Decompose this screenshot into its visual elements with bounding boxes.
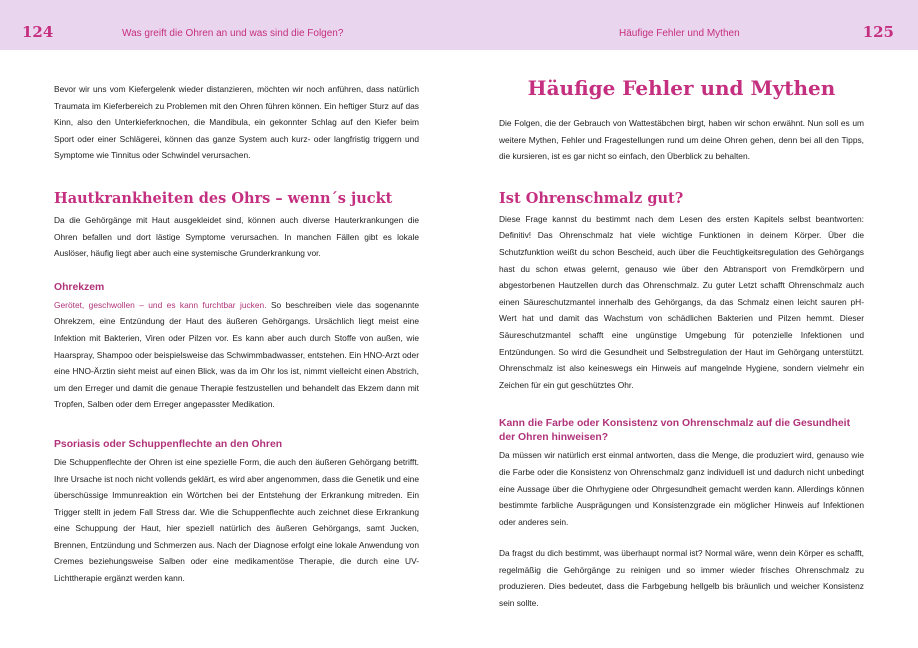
chapter-intro-paragraph: Die Folgen, die der Gebrauch von Wattestäbchen birgt, haben wir schon erwähnt. Nun soll es um weitere Mythen, Fehler und Fragestellungen rund um deine Ohren gehen, denn bei all den Tipps, die kursieren, ist es gar nicht so einfach, den Überblick zu behalten.	[499, 118, 864, 162]
right-page	[499, 50, 864, 612]
color-paragraph-1: Da müssen wir natürlich erst einmal antworten, dass die Menge, die produziert wird, genauso wie die Farbe oder die Konsistenz von Ohrenschmalz ganz individuell ist und dadurch nicht unbedingt eine Aussage über die Ohrhygiene oder Ohrgesundheit gemacht werden kann. Allerdings können bestimmte farbliche Ausprägungen und Konsistenzgrade ein möglicher Hinweis auf Infektionen oder anderes sein.	[499, 450, 864, 527]
eczema-intro: Gerötet, geschwollen – und es kann furchtbar jucken.	[54, 299, 267, 310]
left-page-number: 124	[22, 23, 54, 41]
skin-paragraph: Da die Gehörgänge mit Haut ausgekleidet sind, können auch diverse Hauterkrankungen die Ohren befallen und dort lästige Symptome verursachen. In manchen Fällen gibt es lokale Auslöser, häufig liegt aber auch eine systemische Grunderkrankung vor.	[54, 214, 419, 259]
right-running-head: Häufige Fehler und Mythen	[619, 28, 740, 39]
color-heading: Kann die Farbe oder Konsistenz von Ohrenschmalz auf die Gesundheit der Ohren hinweisen?	[499, 418, 851, 444]
left-page	[54, 50, 419, 587]
intro-paragraph: Bevor wir uns vom Kiefergelenk wieder distanzieren, möchten wir noch anführen, dass natürlich Traumata im Kieferbereich zu Problemen mit den Ohren führen können. Ein heftiger Sturz auf das Kinn, also den Unterkieferknochen, die Mandibula, ein gekonnter Schlag auf den Kiefer beim Sport oder einer Schlägerei, können das ganze System auch kurz- oder langfristig triggern und Symptome wie Tinnitus oder Schwindel verursachen.	[54, 84, 419, 161]
eczema-heading: Ohrekzem	[54, 281, 105, 293]
left-running-head: Was greift die Ohren an und was sind die Folgen?	[122, 28, 344, 39]
right-page-number: 125	[862, 23, 894, 41]
eczema-text: So beschreiben viele das sogenannte Ohrekzem, eine Entzündung der Haut des äußeren Gehörgangs. Ursächlich liegt meist eine Infektion mit Bakterien, Viren oder Pilzen vor. Es kann aber auch durch Stoffe von außen, wie Haarspray, Shampoo oder beispielsweise das Schwimmbadwasser, entstehen. Ein HNO-Arzt oder eine HNO-Ärztin sieht meist auf einen Blick, was da im Ohr los ist, nimmt vielleicht einen Abstrich, um den Erreger und damit die genaue Therapie festzustellen und behandelt das Ekzem dann mit Tropfen, Salben oder dem Erreger angepasster Medikation.	[54, 299, 419, 410]
header-band	[0, 0, 918, 50]
chapter-title: Häufige Fehler und Mythen	[527, 76, 836, 100]
earwax-heading: Ist Ohrenschmalz gut?	[499, 189, 684, 207]
psoriasis-heading: Psoriasis oder Schuppenflechte an den Ohren	[54, 438, 283, 450]
eczema-paragraph	[54, 297, 419, 413]
earwax-paragraph: Diese Frage kannst du bestimmt nach dem Lesen des ersten Kapitels selbst beantworten: Definitiv! Das Ohrenschmalz hat viele wichtige Funktionen in deinem Körper. Über die Schutzfunktion weißt du schon Bescheid, auch über die Feuchtigkeitsregulation des Gehörgangs hast du schon etwas gelernt, genauso wie über den Abtransport von Fremdkörpern und abgestorbenen Hautzellen durch das Ohrenschmalz. Zu guter Letzt schafft Ohrenschmalz auch einen Säureschutzmantel innerhalb des Gehörgangs, da das Schmalz einen leicht sauren pH-Wert hat und damit das Wachstum von schädlichen Bakterien und Pilzen hemmt. Dieser Säureschutzmantel schafft eine ungünstige Umgebung für potenzielle Infektionen und Entzündungen. So wird die Gesundheit und Selbstregulation der Haut im Gehörgang unterstützt. Ohrenschmalz ist also keineswegs ein Hinweis auf mangelnde Hygiene, sondern vielmehr ein Zeichen für ein gut geschütztes Ohr.	[499, 213, 864, 390]
color-paragraph-2: Da fragst du dich bestimmt, was überhaupt normal ist? Normal wäre, wenn dein Körper es schafft, regelmäßig die Gehörgänge zu reinigen und so immer wieder frisches Ohrenschmalz zu produzieren. Dies bedeutet, dass die Farbgebung hellgelb bis bräunlich und weicher Konsistenz sein sollte.	[499, 548, 864, 609]
skin-heading: Hautkrankheiten des Ohrs – wenn´s juckt	[54, 189, 393, 207]
psoriasis-paragraph: Die Schuppenflechte der Ohren ist eine spezielle Form, die auch den äußeren Gehörgang betrifft. Ihre Ursache ist noch nicht vollends geklärt, es wird aber angenommen, dass die Genetik und eine überschüssige Immunreaktion ein Wörtchen bei der Entstehung der Erkrankung mitreden. Ein Trigger stellt in jedem Fall Stress dar. Wie die Schuppenflechte auch zeichnet diese Erkrankung eine Schuppung der Haut, hier speziell natürlich des äußeren Gehörgangs, samt Jucken, Brennen, Entzündung und Schmerzen aus. Nach der Diagnose erfolgt eine lokale Anwendung von Cremes beziehungsweise Salben oder eine medikamentöse Therapie, die durch eine UV-Lichttherapie ergänzt werden kann.	[54, 456, 419, 584]
